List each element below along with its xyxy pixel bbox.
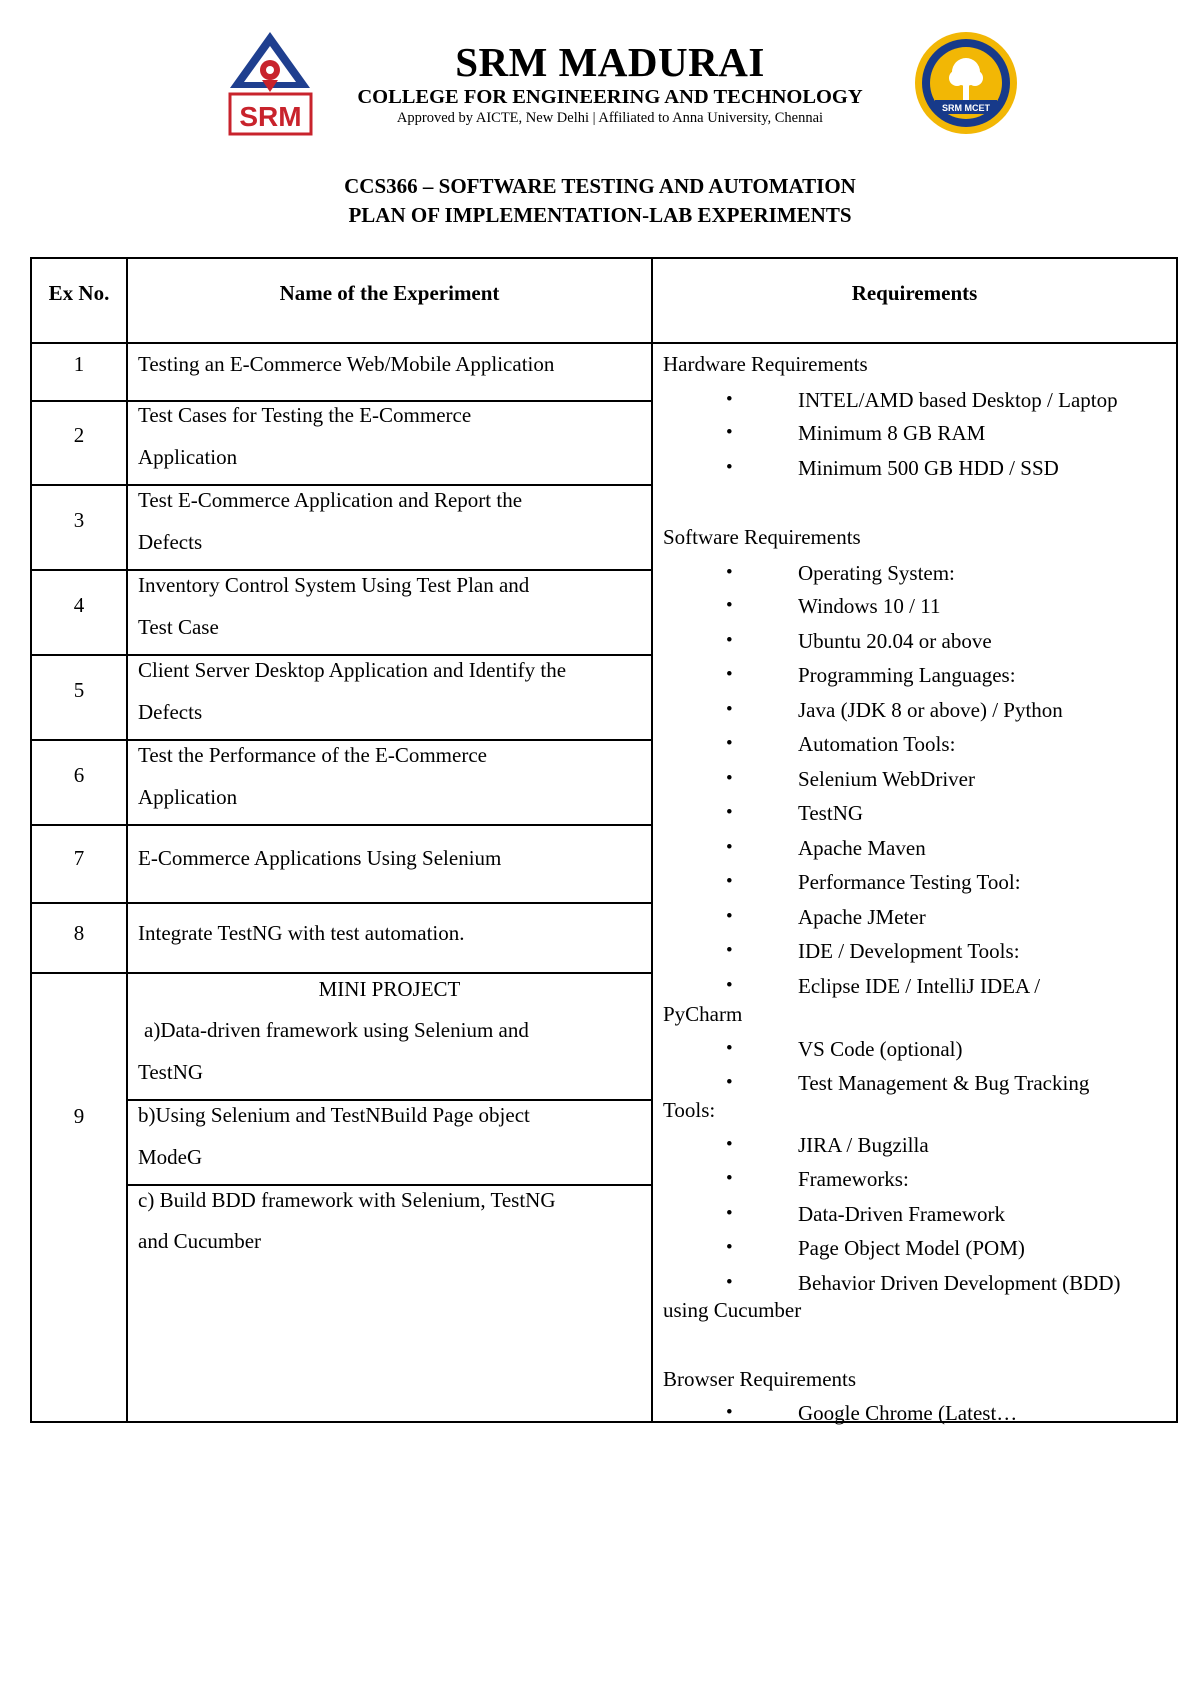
- bullet-icon: •: [726, 1237, 733, 1258]
- software-heading: Software Requirements: [663, 525, 861, 549]
- software-item-wrap: using Cucumber: [663, 1298, 802, 1322]
- mini-project-part-b-cont: ModeG: [138, 1145, 203, 1169]
- bullet-icon: •: [726, 562, 733, 583]
- experiment-name: Test E-Commerce Application and Report the: [138, 488, 523, 512]
- letterhead: [0, 0, 1200, 150]
- bullet-icon: •: [726, 1134, 733, 1155]
- bullet-icon: •: [726, 768, 733, 789]
- hardware-heading: Hardware Requirements: [663, 352, 868, 376]
- row-separator: [30, 824, 651, 826]
- software-item: Performance Testing Tool:: [798, 870, 1021, 894]
- ex-number: 8: [73, 921, 85, 945]
- software-item: JIRA / Bugzilla: [798, 1133, 929, 1157]
- bullet-icon: •: [726, 664, 733, 685]
- bullet-icon: •: [726, 630, 733, 651]
- experiment-name: E-Commerce Applications Using Selenium: [138, 846, 502, 870]
- software-item: Test Management & Bug Tracking: [798, 1071, 1090, 1095]
- software-item: Windows 10 / 11: [798, 594, 941, 618]
- software-item: Operating System:: [798, 561, 955, 585]
- ex-number: 9: [73, 1104, 85, 1128]
- table-divider-col1: [126, 257, 128, 1423]
- mini-project-heading: MINI PROJECT: [318, 977, 461, 1001]
- experiment-name: Client Server Desktop Application and Identify the: [138, 658, 567, 682]
- ex-number: 1: [73, 352, 85, 376]
- software-item: Apache JMeter: [798, 905, 926, 929]
- header-ex-no: Ex No.: [48, 281, 110, 305]
- experiment-name: Testing an E-Commerce Web/Mobile Application: [138, 352, 555, 376]
- hardware-item: INTEL/AMD based Desktop / Laptop: [798, 388, 1118, 412]
- bullet-icon: •: [726, 975, 733, 996]
- software-item: Automation Tools:: [798, 732, 956, 756]
- document-title: [0, 172, 1200, 230]
- ex-number: 4: [73, 593, 85, 617]
- bullet-icon: •: [726, 940, 733, 961]
- bullet-icon: •: [726, 1038, 733, 1059]
- software-item: Java (JDK 8 or above) / Python: [798, 698, 1063, 722]
- software-item: Eclipse IDE / IntelliJ IDEA /: [798, 974, 1041, 998]
- srm-logo-text: SRM: [239, 101, 302, 132]
- title-line-2: PLAN OF IMPLEMENTATION-LAB EXPERIMENTS: [348, 203, 852, 227]
- table-divider-col2: [651, 257, 653, 1423]
- software-item-wrap: PyCharm: [663, 1002, 743, 1026]
- bullet-icon: •: [726, 457, 733, 478]
- bullet-icon: •: [726, 906, 733, 927]
- experiment-name: Inventory Control System Using Test Plan and: [138, 573, 530, 597]
- bullet-icon: •: [726, 422, 733, 443]
- software-item: Behavior Driven Development (BDD): [798, 1271, 1121, 1295]
- ex-number: 7: [73, 846, 85, 870]
- bullet-icon: •: [726, 699, 733, 720]
- bullet-icon: •: [726, 1272, 733, 1293]
- mini-project-part-a: a)Data-driven framework using Selenium and: [144, 1018, 529, 1042]
- experiment-name-cont: Test Case: [138, 615, 219, 639]
- software-item: Apache Maven: [798, 836, 926, 860]
- ex-number: 2: [73, 423, 85, 447]
- mini-project-part-c-cont: and Cucumber: [138, 1229, 262, 1253]
- experiment-name: Integrate TestNG with test automation.: [138, 921, 465, 945]
- browser-heading: Browser Requirements: [663, 1367, 857, 1391]
- bullet-icon: •: [726, 1168, 733, 1189]
- software-item: IDE / Development Tools:: [798, 939, 1020, 963]
- bullet-icon: •: [726, 595, 733, 616]
- college-approval: Approved by AICTE, New Delhi | Affiliated to Anna University, Chennai: [396, 110, 824, 126]
- experiment-name-cont: Application: [138, 445, 238, 469]
- bullet-icon: •: [726, 802, 733, 823]
- software-item: Frameworks:: [798, 1167, 909, 1191]
- software-item: Data-Driven Framework: [798, 1202, 1006, 1226]
- experiment-name: Test Cases for Testing the E-Commerce: [138, 403, 472, 427]
- software-item: Page Object Model (POM): [798, 1236, 1025, 1260]
- experiment-name-cont: Defects: [138, 530, 203, 554]
- software-item: Selenium WebDriver: [798, 767, 975, 791]
- bullet-icon: •: [726, 871, 733, 892]
- mini-project-part-a-cont: TestNG: [138, 1060, 204, 1084]
- table-border-top: [30, 257, 1178, 259]
- software-item-wrap: Tools:: [663, 1098, 716, 1122]
- software-item: VS Code (optional): [798, 1037, 963, 1061]
- bullet-icon: •: [726, 837, 733, 858]
- college-name: SRM MADURAI: [455, 39, 765, 85]
- college-subtitle: COLLEGE FOR ENGINEERING AND TECHNOLOGY: [357, 86, 863, 108]
- mini-project-part-b: b)Using Selenium and TestNBuild Page object: [138, 1103, 530, 1127]
- row-separator: [30, 902, 651, 904]
- college-seal-icon: [913, 30, 1019, 136]
- bullet-icon: •: [726, 389, 733, 410]
- mini-project-part-c: c) Build BDD framework with Selenium, TestNG: [138, 1188, 556, 1212]
- bullet-icon: •: [726, 1072, 733, 1093]
- software-item: Ubuntu 20.04 or above: [798, 629, 992, 653]
- bullet-icon: •: [726, 1203, 733, 1224]
- seal-text: SRM MCET: [942, 103, 990, 113]
- browser-item: Google Chrome (Latest…: [798, 1401, 1018, 1425]
- title-line-1: CCS366 – SOFTWARE TESTING AND AUTOMATION: [344, 174, 856, 198]
- software-item: Programming Languages:: [798, 663, 1016, 687]
- hardware-item: Minimum 500 GB HDD / SSD: [798, 456, 1059, 480]
- table-border-right: [1176, 257, 1178, 1423]
- srm-logo-icon: [228, 30, 313, 136]
- ex-number: 6: [73, 763, 85, 787]
- experiment-name-cont: Defects: [138, 700, 203, 724]
- bullet-icon: •: [726, 1402, 733, 1423]
- ex-number: 3: [73, 508, 85, 532]
- hardware-item: Minimum 8 GB RAM: [798, 421, 986, 445]
- experiment-name: Test the Performance of the E-Commerce: [138, 743, 487, 767]
- bullet-icon: •: [726, 733, 733, 754]
- experiment-name-cont: Application: [138, 785, 238, 809]
- header-experiment-name: Name of the Experiment: [279, 281, 500, 305]
- ex-number: 5: [73, 678, 85, 702]
- header-requirements: Requirements: [851, 281, 978, 305]
- software-item: TestNG: [798, 801, 864, 825]
